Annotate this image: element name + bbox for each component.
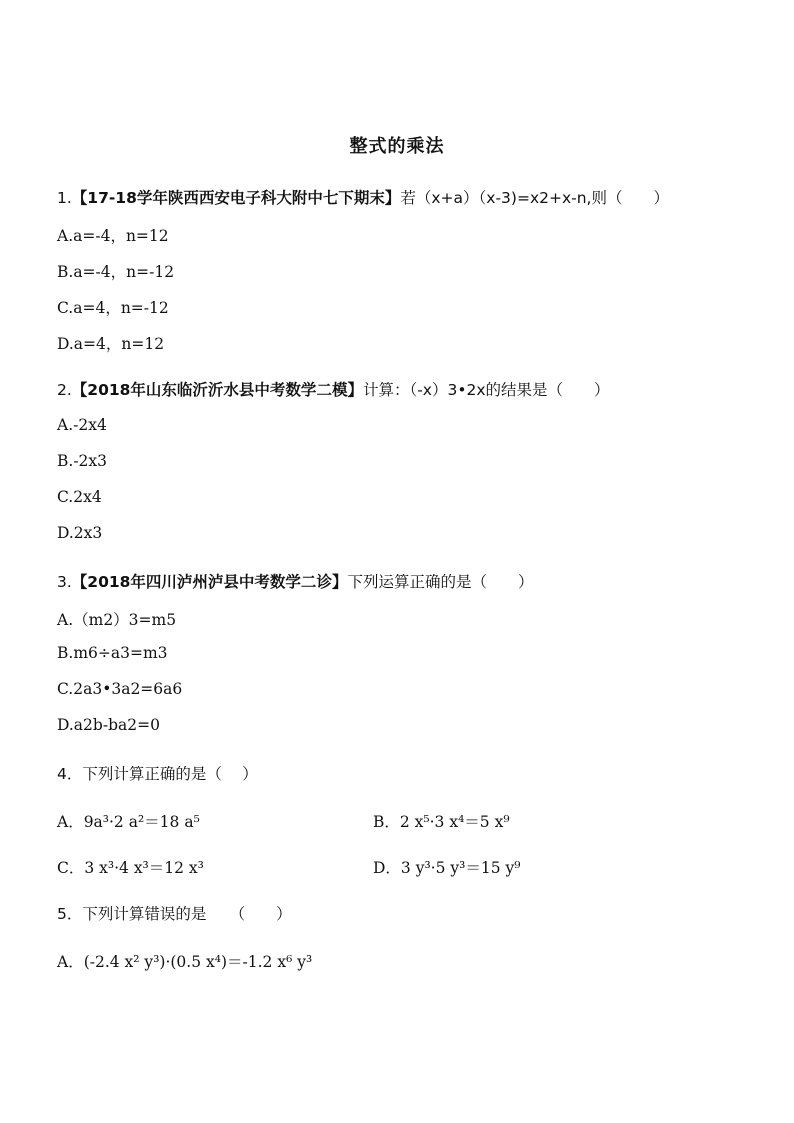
question-1-number: 1. [57,189,72,207]
question-2-number: 2. [57,381,72,399]
question-1-option-c: C.a=4，n=-12 [57,299,169,317]
question-3-option-b: B.m6÷a3=m3 [57,644,168,662]
question-4-option-a: A．9a³·2 a²＝18 a⁵ [57,813,200,831]
question-5-option-a: A．(-2.4 x² y³)·(0.5 x⁴)＝-1.2 x⁶ y³ [57,953,313,971]
question-2-stem: 计算：（-x）3•2x的结果是（ ） [362,381,610,399]
question-2-option-c: C.2x4 [57,488,102,506]
question-2 [57,378,610,400]
question-2-option-d: D.2x3 [57,524,103,542]
question-2-option-a: A.-2x4 [57,416,107,434]
question-2-source: 【2018年山东临沂沂水县中考数学二模】 [71,381,363,399]
question-1-option-b: B.a=-4，n=-12 [57,263,175,281]
question-4-option-b: B．2 x⁵·3 x⁴＝5 x⁹ [373,813,510,831]
question-3-stem: 下列运算正确的是（ ） [347,573,534,591]
question-1-stem: 若（x+a）（x-3)=x2+x-n,则（ ） [400,189,669,207]
page-title: 整式的乘法 [349,136,445,157]
question-4-option-d: D．3 y³·5 y³＝15 y⁹ [373,859,521,877]
question-3 [57,570,533,592]
question-1-option-a: A.a=-4，n=12 [57,227,169,245]
question-3-option-d: D.a2b-ba2=0 [57,716,160,734]
question-3-number: 3. [57,573,72,591]
question-4-option-c: C．3 x³·4 x³＝12 x³ [57,859,204,877]
question-3-source: 【2018年四川泸州泸县中考数学二诊】 [71,573,348,591]
question-3-option-a: A.（m2）3=m5 [57,611,177,629]
question-1-option-d: D.a=4，n=12 [57,335,165,353]
question-3-option-c: C.2a3•3a2=6a6 [57,680,183,698]
question-5-stem: 5．下列计算错误的是 （ ） [57,905,292,923]
question-1 [57,186,669,208]
question-1-source: 【17-18学年陕西西安电子科大附中七下期末】 [71,189,401,207]
question-2-option-b: B.-2x3 [57,452,108,470]
question-4-stem: 4．下列计算正确的是（ ） [57,765,258,783]
